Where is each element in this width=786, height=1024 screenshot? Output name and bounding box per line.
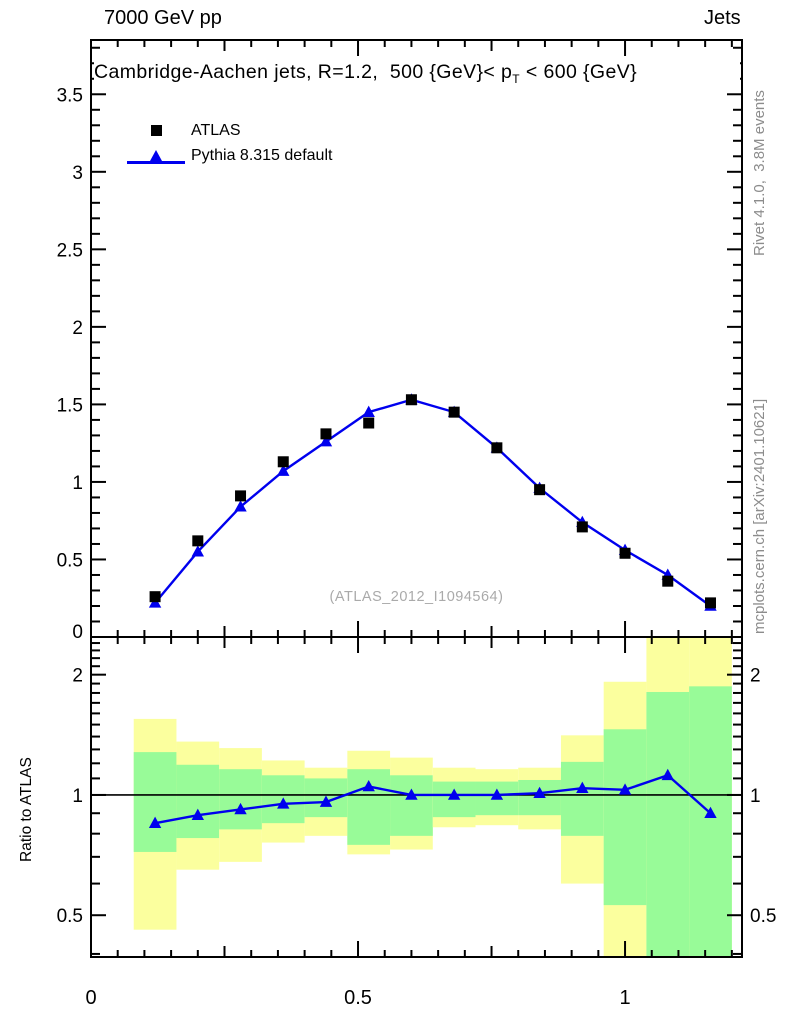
plot-title-subscript: T <box>512 71 521 86</box>
svg-text:2: 2 <box>72 665 83 687</box>
svg-text:0.5: 0.5 <box>56 550 83 572</box>
ratio-axis-title: Ratio to ATLAS <box>18 757 35 862</box>
svg-text:2: 2 <box>750 665 761 687</box>
green-band-bin <box>646 692 689 956</box>
green-band-bin <box>176 765 219 838</box>
plot-title-prefix: Cambridge-Aachen jets, R=1.2, 500 {GeV}< p <box>94 61 513 83</box>
svg-text:0.5: 0.5 <box>344 987 372 1009</box>
svg-text:0: 0 <box>85 987 97 1009</box>
pythia-line-triangle-marker-icon <box>126 150 186 161</box>
green-band-bin <box>219 769 262 829</box>
main-y-axis-labels <box>57 85 83 643</box>
green-band-bin <box>390 775 433 836</box>
atlas-series <box>150 394 716 608</box>
svg-text:0.5: 0.5 <box>56 906 83 928</box>
svg-text:1.5: 1.5 <box>56 395 83 417</box>
svg-text:0.5: 0.5 <box>750 906 777 928</box>
svg-text:2: 2 <box>72 317 83 339</box>
atlas-data-point <box>577 521 588 532</box>
atlas-data-point <box>363 418 374 429</box>
rivet-version-note: Rivet 4.1.0, 3.8M events <box>751 90 768 256</box>
atlas-data-point <box>449 407 460 418</box>
atlas-data-point <box>662 576 673 587</box>
svg-text:1: 1 <box>750 785 761 807</box>
green-band-bin <box>134 752 177 852</box>
atlas-data-point <box>534 484 545 495</box>
legend-item-pythia <box>126 143 332 168</box>
beam-energy-label: 7000 GeV pp <box>104 7 222 29</box>
atlas-data-point <box>235 490 246 501</box>
atlas-data-point <box>406 394 417 405</box>
svg-text:2.5: 2.5 <box>56 240 83 262</box>
svg-text:3: 3 <box>72 162 83 184</box>
plot-title <box>94 61 740 86</box>
mcplots-note: mcplots.cern.ch [arXiv:2401.10621] <box>751 398 768 634</box>
atlas-data-point <box>320 428 331 439</box>
atlas-square-marker-icon <box>126 125 186 136</box>
legend <box>126 118 332 168</box>
observable-label: Jets <box>704 7 741 29</box>
x-axis-labels <box>85 987 630 1009</box>
pythia-series <box>149 393 717 611</box>
green-band-bin <box>561 762 604 836</box>
atlas-data-point <box>278 456 289 467</box>
svg-text:3.5: 3.5 <box>56 85 83 107</box>
svg-text:1: 1 <box>72 472 83 494</box>
atlas-data-point <box>192 535 203 546</box>
green-band-bin <box>604 729 647 905</box>
legend-label-atlas: ATLAS <box>191 121 241 139</box>
atlas-data-point <box>620 548 631 559</box>
uncertainty-bands <box>134 638 732 956</box>
legend-label-pythia: Pythia 8.315 default <box>191 146 333 164</box>
green-band-bin <box>689 686 732 956</box>
plot-title-suffix: < 600 {GeV} <box>520 61 638 83</box>
atlas-data-point <box>491 442 502 453</box>
svg-text:1: 1 <box>619 987 631 1009</box>
analysis-watermark: (ATLAS_2012_I1094564) <box>329 589 504 605</box>
svg-text:0: 0 <box>72 622 83 643</box>
legend-item-atlas <box>126 118 332 143</box>
svg-text:1: 1 <box>72 785 83 807</box>
